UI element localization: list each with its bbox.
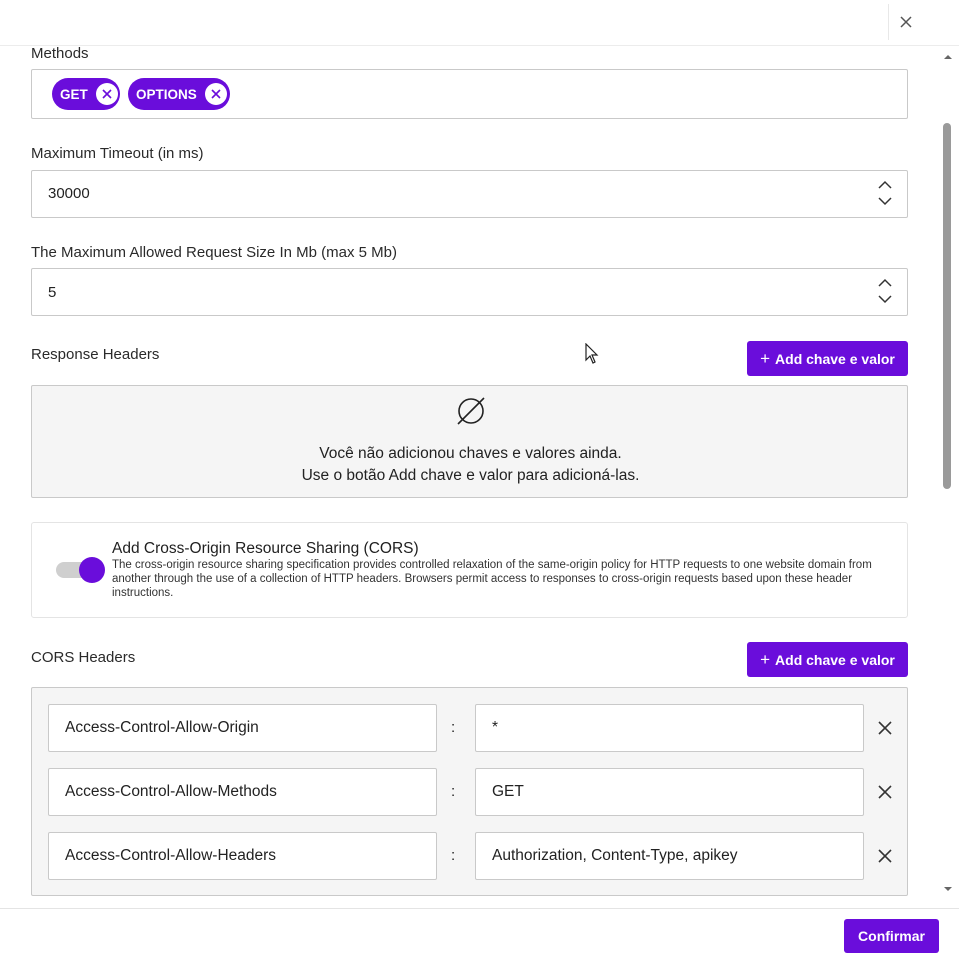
request-size-input[interactable]: [31, 268, 908, 316]
timeout-stepper[interactable]: [876, 178, 894, 210]
modal-header: [0, 0, 959, 46]
key-value-separator: :: [451, 719, 456, 736]
button-label: Add chave e valor: [775, 651, 895, 668]
chip-label: GET: [60, 86, 88, 102]
button-label: Add chave e valor: [775, 350, 895, 367]
cors-title: Add Cross-Origin Resource Sharing (CORS): [112, 540, 419, 557]
timeout-value: 30000: [48, 185, 90, 202]
empty-message-line2: Use o botão Add chave e valor para adicioná-las.: [301, 467, 640, 484]
request-size-value: 5: [48, 284, 57, 301]
add-cors-header-button[interactable]: [747, 642, 908, 677]
mouse-cursor-icon: [585, 343, 599, 365]
add-response-header-button[interactable]: [747, 341, 908, 376]
chevron-down-icon[interactable]: [876, 194, 894, 208]
response-headers-label: Response Headers: [31, 346, 160, 363]
delete-row-icon[interactable]: [876, 847, 894, 865]
close-icon: [102, 89, 112, 99]
plus-icon: +: [760, 349, 771, 368]
close-icon: [211, 89, 221, 99]
header-value-input[interactable]: GET: [475, 768, 864, 816]
header-value-input[interactable]: Authorization, Content-Type, apikey: [475, 832, 864, 880]
empty-message-line1: Você não adicionou chaves e valores ainda.: [319, 445, 622, 462]
header-key-input[interactable]: Access-Control-Allow-Origin: [48, 704, 437, 752]
key-value-separator: :: [451, 847, 456, 864]
confirm-button[interactable]: Confirmar: [844, 919, 939, 953]
timeout-label: Maximum Timeout (in ms): [31, 145, 204, 162]
header-value-input[interactable]: *: [475, 704, 864, 752]
modal-footer: [0, 908, 959, 963]
header-divider: [888, 4, 889, 40]
delete-row-icon[interactable]: [876, 783, 894, 801]
chip-label: OPTIONS: [136, 86, 197, 102]
cors-headers-label: CORS Headers: [31, 649, 136, 666]
header-key-input[interactable]: Access-Control-Allow-Headers: [48, 832, 437, 880]
close-icon: [900, 16, 912, 28]
method-chip-get: [52, 78, 120, 110]
chevron-up-icon[interactable]: [876, 178, 894, 192]
methods-label: Methods: [31, 45, 89, 62]
remove-chip-button[interactable]: [96, 83, 118, 105]
request-size-stepper[interactable]: [876, 276, 894, 308]
cors-toggle-knob[interactable]: [79, 557, 105, 583]
scroll-up-arrow-icon[interactable]: [943, 52, 953, 62]
scrollbar-thumb[interactable]: [943, 123, 951, 489]
response-headers-empty-state: [31, 385, 908, 498]
plus-icon: +: [760, 650, 771, 669]
chevron-down-icon[interactable]: [876, 292, 894, 306]
method-chip-options: [128, 78, 230, 110]
header-key-input[interactable]: Access-Control-Allow-Methods: [48, 768, 437, 816]
chevron-up-icon[interactable]: [876, 276, 894, 290]
empty-set-icon: [454, 394, 488, 428]
cors-description: The cross-origin resource sharing specification provides controlled relaxation of the same-origin policy for HTTP requests to one website domain from another through the use of a collection of HTTP headers. Browsers permit access to responses to cross-origin requests based upon these header instructions.: [112, 559, 872, 599]
remove-chip-button[interactable]: [205, 83, 227, 105]
request-size-label: The Maximum Allowed Request Size In Mb (max 5 Mb): [31, 244, 397, 261]
timeout-input[interactable]: [31, 170, 908, 218]
scroll-down-arrow-icon[interactable]: [943, 884, 953, 894]
close-button[interactable]: [893, 8, 919, 36]
key-value-separator: :: [451, 783, 456, 800]
delete-row-icon[interactable]: [876, 719, 894, 737]
